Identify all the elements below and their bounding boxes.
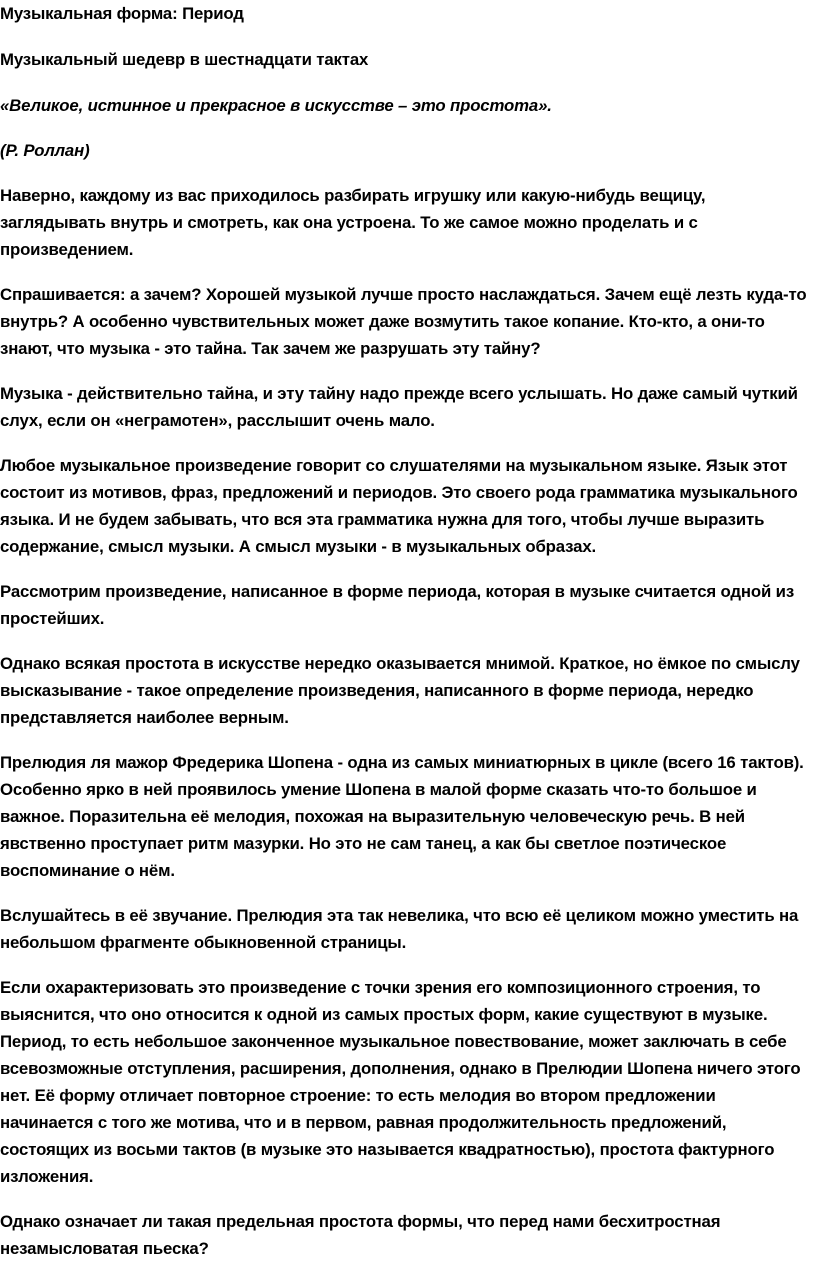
paragraph: Рассмотрим произведение, написанное в форме периода, которая в музыке считается одной из простейших.	[0, 582, 795, 628]
epigraph: «Великое, истинное и прекрасное в искусстве – это простота».	[0, 96, 552, 115]
document-title: Музыкальная форма: Период	[0, 4, 244, 23]
epigraph-author: (Р. Роллан)	[0, 141, 90, 160]
paragraph: Вслушайтесь в её звучание. Прелюдия эта так невелика, что всю её целиком можно уместить на небольшом фрагменте обыкновенной страницы.	[0, 906, 799, 952]
paragraph: Наверно, каждому из вас приходилось разбирать игрушку или какую-нибудь вещицу, заглядывать внутрь и смотреть, как она устроена. То же самое можно проделать и с произведением.	[0, 186, 706, 259]
paragraph: Однако означает ли такая предельная простота формы, что перед нами бесхитростная незамысловатая пьеска?	[0, 1212, 721, 1258]
paragraph: Прелюдия ля мажор Фредерика Шопена - одна из самых миниатюрных в цикле (всего 16 тактов). Особенно ярко в ней проявилось умение Шопена в малой форме сказать что-то большое и важное. Поразительна её мелодия, похожая на выразительную человеческую речь. В ней явственно проступает ритм мазурки. Но это не сам танец, а как бы светлое поэтическое воспоминание о нём.	[0, 753, 804, 880]
paragraph: Если охарактеризовать это произведение с точки зрения его композиционного строения, то выяснится, что оно относится к одной из самых простых форм, какие существуют в музыке. Период, то есть небольшое законченное музыкальное повествование, может заключать в себе всевозможные отступления, расширения, дополнения, однако в Прелюдии Шопена ничего этого нет. Её форму отличает повторное строение: то есть мелодия во втором предложении начинается с того же мотива, что и в первом, равная продолжительность предложений, состоящих из восьми тактов (в музыке это называется квадратностью), простота фактурного изложения.	[0, 978, 801, 1186]
paragraph: Любое музыкальное произведение говорит со слушателями на музыкальном языке. Язык этот состоит из мотивов, фраз, предложений и периодов. Это своего рода грамматика музыкального языка. И не будем забывать, что вся эта грамматика нужна для того, чтобы лучше выразить содержание, смысл музыки. А смысл музыки - в музыкальных образах.	[0, 456, 798, 556]
paragraph: Музыка - действительно тайна, и эту тайну надо прежде всего услышать. Но даже самый чуткий слух, если он «неграмотен», расслышит очень мало.	[0, 384, 798, 430]
paragraph: Спрашивается: а зачем? Хорошей музыкой лучше просто наслаждаться. Зачем ещё лезть куда-то внутрь? А особенно чувствительных может даже возмутить такое копание. Кто-кто, а они-то знают, что музыка - это тайна. Так зачем же разрушать эту тайну?	[0, 285, 807, 358]
document-subtitle: Музыкальный шедевр в шестнадцати тактах	[0, 50, 369, 69]
paragraph: Однако всякая простота в искусстве нередко оказывается мнимой. Краткое, но ёмкое по смыслу высказывание - такое определение произведения, написанного в форме периода, нередко представляется наиболее верным.	[0, 654, 800, 727]
